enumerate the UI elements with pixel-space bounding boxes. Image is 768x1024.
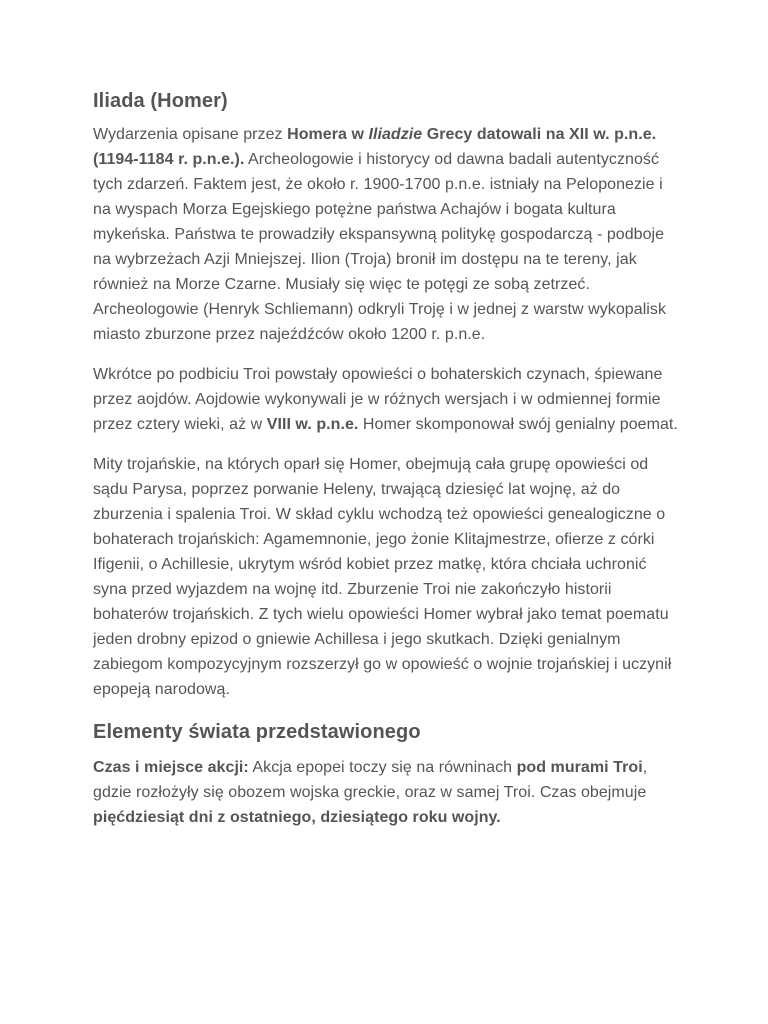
bold-run: Grecy datowali na XII w. p.n.e. (1194-1184 r. p.n.e.).	[93, 126, 657, 168]
paragraph-czas-i-miejsce	[93, 755, 678, 830]
bold-run: Czas i miejsce akcji:	[93, 759, 249, 776]
text-run: , gdzie rozłożyły się obozem wojska greckie, oraz w samej Troi. Czas obejmuje	[93, 759, 648, 801]
paragraph-intro	[93, 122, 678, 347]
text-run: Homer skomponował swój genialny poemat.	[358, 416, 678, 433]
bold-run: Homera w	[287, 126, 369, 143]
section-heading-elementy: Elementy świata przedstawionego	[93, 721, 421, 743]
paragraph-aojdowie	[93, 362, 678, 437]
bold-italic-run	[368, 126, 422, 143]
bold-run: pod murami Troi	[516, 759, 643, 776]
italic-title-iliada: Iliadzie	[368, 126, 423, 143]
bold-run: VIII w. p.n.e.	[266, 416, 359, 433]
document-page	[93, 86, 678, 845]
text-run: Wkrótce po podbiciu Troi powstały opowieści o bohaterskich czynach, śpiewane przez aojdów. Aojdowie wykonywali je w różnych wersjach i w odmiennej formie przez cztery wieki, aż w	[93, 366, 663, 433]
text-run: Archeologowie i historycy od dawna badali autentyczność tych zdarzeń. Faktem jest, że około r. 1900-1700 p.n.e. istniały na Peloponezie i na wyspach Morza Egejskiego potężne państwa Achajów i bogata kultura mykeńska. Państwa te prowadziły ekspansywną politykę gospodarczą - podboje na wybrzeżach Azji Mniejszej. Ilion (Troja) bronił im dostępu na te tereny, jak również na Morze Czarne. Musiały się więc te potęgi ze sobą zetrzeć. Archeologowie (Henryk Schliemann) odkryli Troję i w jednej z warstw wykopalisk miasto zburzone przez najeźdźców około 1200 r. p.n.e.	[93, 151, 667, 343]
section-heading-iliada: Iliada (Homer)	[93, 90, 228, 112]
text-run: Akcja epopei toczy się na równinach	[248, 759, 517, 776]
bold-run: pięćdziesiąt dni z ostatniego, dziesiątego roku wojny.	[93, 809, 501, 826]
paragraph-mity-trojanskie	[93, 452, 678, 702]
text-run: Wydarzenia opisane przez	[93, 126, 288, 143]
text-run: Mity trojańskie, na których oparł się Homer, obejmują cała grupę opowieści od sądu Parysa, poprzez porwanie Heleny, trwającą dziesięć lat wojnę, aż do zburzenia i spalenia Troi. W skład cyklu wchodzą też opowieści genealogiczne o bohaterach trojańskich: Agamemnonie, jego żonie Klitajmestrze, ofierze z córki Ifigenii, o Achillesie, ukrytym wśród kobiet przez matkę, która chciała uchronić syna przed wyjazdem na wojnę itd. Zburzenie Troi nie zakończyło historii bohaterów trojańskich. Z tych wielu opowieści Homer wybrał jako temat poematu jeden drobny epizod o gniewie Achillesa i jego skutkach. Dzięki genialnym zabiegom kompozycyjnym rozszerzył go w opowieść o wojnie trojańskiej i uczynił epopeją narodową.	[93, 456, 672, 698]
